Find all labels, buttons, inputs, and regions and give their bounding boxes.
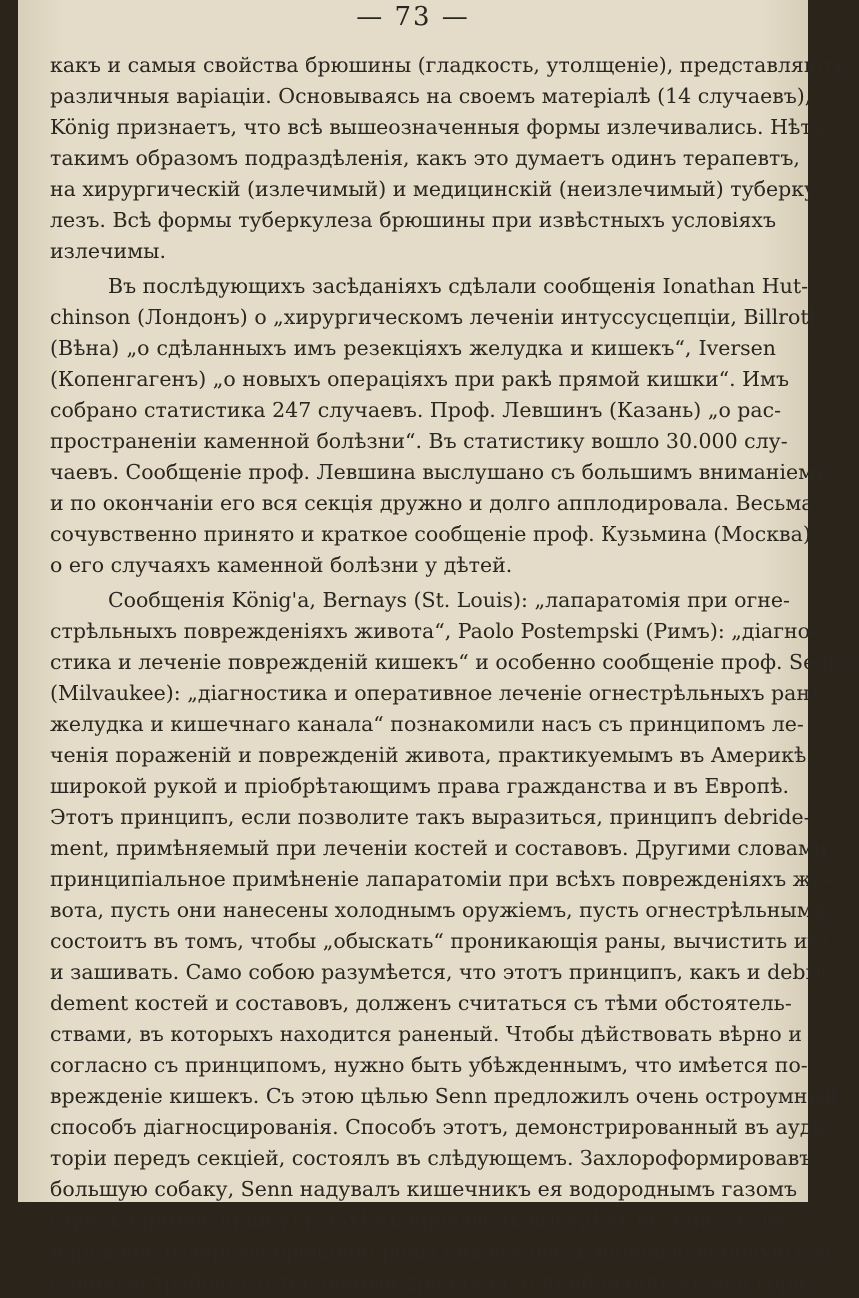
text-line: желудка и кишечнаго канала“ познакомили насъ съ принципомъ ле- (50, 712, 804, 736)
text-line: врежденіе кишекъ. Съ этою цѣлью Senn предложилъ очень остроумный (50, 1084, 838, 1108)
text-line: согласно съ принципомъ, нужно быть убѣжденнымъ, что имѣется по- (50, 1053, 808, 1077)
text-line: dement костей и составовъ, долженъ считаться съ тѣми обстоятель- (50, 991, 792, 1015)
text-line: стика и леченіе поврежденій кишекъ“ и особенно сообщеніе проф. Senn'а (50, 650, 859, 674)
text-line: (Milvaukee): „діагностика и оперативное леченіе огнестрѣльныхъ ранъ (50, 681, 824, 705)
text-line: König признаетъ, что всѣ вышеозначенныя формы излечивались. Нѣтъ (50, 115, 825, 139)
text-line: наружное отверстіе брюшной раны онъ вставилъ маленькую полую сте- (50, 1239, 839, 1263)
text-line: способъ діагносцированія. Способъ этотъ, демонстрированный въ ауди- (50, 1115, 834, 1139)
text-line: о его случаяхъ каменной болѣзни у дѣтей. (50, 553, 513, 577)
paragraph (50, 50, 847, 267)
text-line: лезъ. Всѣ формы туберкулеза брюшины при извѣстныхъ условіяхъ (50, 208, 776, 232)
text-line: такимъ образомъ подраздѣленія, какъ это думаетъ одинъ терапевтъ, (50, 146, 800, 170)
text-line: клянную трубочку (стеклянный дренажъ), и приблизилъ къ ней горя- (50, 1270, 813, 1294)
text-line: и зашивать. Само собою разумѣется, что этотъ принципъ, какъ и debri- (50, 960, 829, 984)
paragraph (50, 585, 859, 1298)
text-line: ствами, въ которыхъ находится раненый. Чтобы дѣйствовать вѣрно и (50, 1022, 802, 1046)
text-line: Этотъ принципъ, если позволите такъ выразиться, принципъ debride- (50, 805, 811, 829)
text-line: ченія пораженій и поврежденій живота, практикуемымъ въ Америкѣ (50, 743, 807, 767)
text-line: chinson (Лондонъ) о „хирургическомъ леченіи интуссусцепціи, Billroth (50, 305, 822, 329)
text-line: сочувственно принято и краткое сообщеніе проф. Кузьмина (Москва) (50, 522, 811, 546)
text-line: (Копенгагенъ) „о новыхъ операціяхъ при ракѣ прямой кишки“. Имъ (50, 367, 790, 391)
body-text (50, 50, 859, 1298)
text-line: стрѣльныхъ поврежденіяхъ живота“, Paolo Postempski (Римъ): „діагно- (50, 619, 817, 643)
text-line: Въ послѣдующихъ засѣданіяхъ сдѣлали сообщенія Ionathan Hut- (108, 274, 809, 298)
text-line: пространеніи каменной болѣзни“. Въ статистику вошло 30.000 слу- (50, 429, 788, 453)
text-line: излечимы. (50, 239, 166, 263)
text-line: широкой рукой и пріобрѣтающимъ права гражданства и въ Европѣ. (50, 774, 790, 798)
text-line: на хирургическій (излечимый) и медицинскій (неизлечимый) туберку- (50, 177, 824, 201)
text-line: чаевъ. Сообщеніе проф. Левшина выслушано съ большимъ вниманіемъ (50, 460, 828, 484)
text-line: какъ и самыя свойства брюшины (гладкость, утолщеніе), представляютъ (50, 53, 847, 77)
text-line: и по окончаніи его вся секція дружно и долго апплодировала. Весьма (50, 491, 814, 515)
paragraph (50, 271, 828, 581)
text-line: (Вѣна) „о сдѣланныхъ имъ резекціяхъ желудка и кишекъ“, Iversen (50, 336, 776, 360)
text-line: Сообщенія König'а, Bernays (St. Louis): „лапаратомія при огне- (108, 588, 790, 612)
text-line: состоитъ въ томъ, чтобы „обыскать“ проникающія раны, вычистить ихъ (50, 929, 833, 953)
text-line: различныя варіаціи. Основываясь на своемъ матеріалѣ (14 случаевъ), (50, 84, 812, 108)
text-line: собрано статистика 247 случаевъ. Проф. Левшинъ (Казань) „о рас- (50, 398, 782, 422)
text-line: принципіальное примѣненіе лапаратоміи при всѣхъ поврежденіяхъ жи- (50, 867, 833, 891)
text-line: торіи передъ секціей, состоялъ въ слѣдующемъ. Захлороформировавъ (50, 1146, 813, 1170)
book-page (18, 0, 859, 1294)
text-line: (чрезъ прямую кишку) и затѣмъ произвелъ выстрѣлъ въ животъ. Въ (50, 1208, 790, 1232)
text-line: большую собаку, Senn надувалъ кишечникъ ея водороднымъ газомъ (50, 1177, 798, 1201)
text-line: вота, пусть они нанесены холоднымъ оружіемъ, пусть огнестрѣльнымъ, (50, 898, 833, 922)
page-number: — 73 — (356, 2, 470, 32)
text-line: ment, примѣняемый при леченіи костей и составовъ. Другими словами (50, 836, 828, 860)
